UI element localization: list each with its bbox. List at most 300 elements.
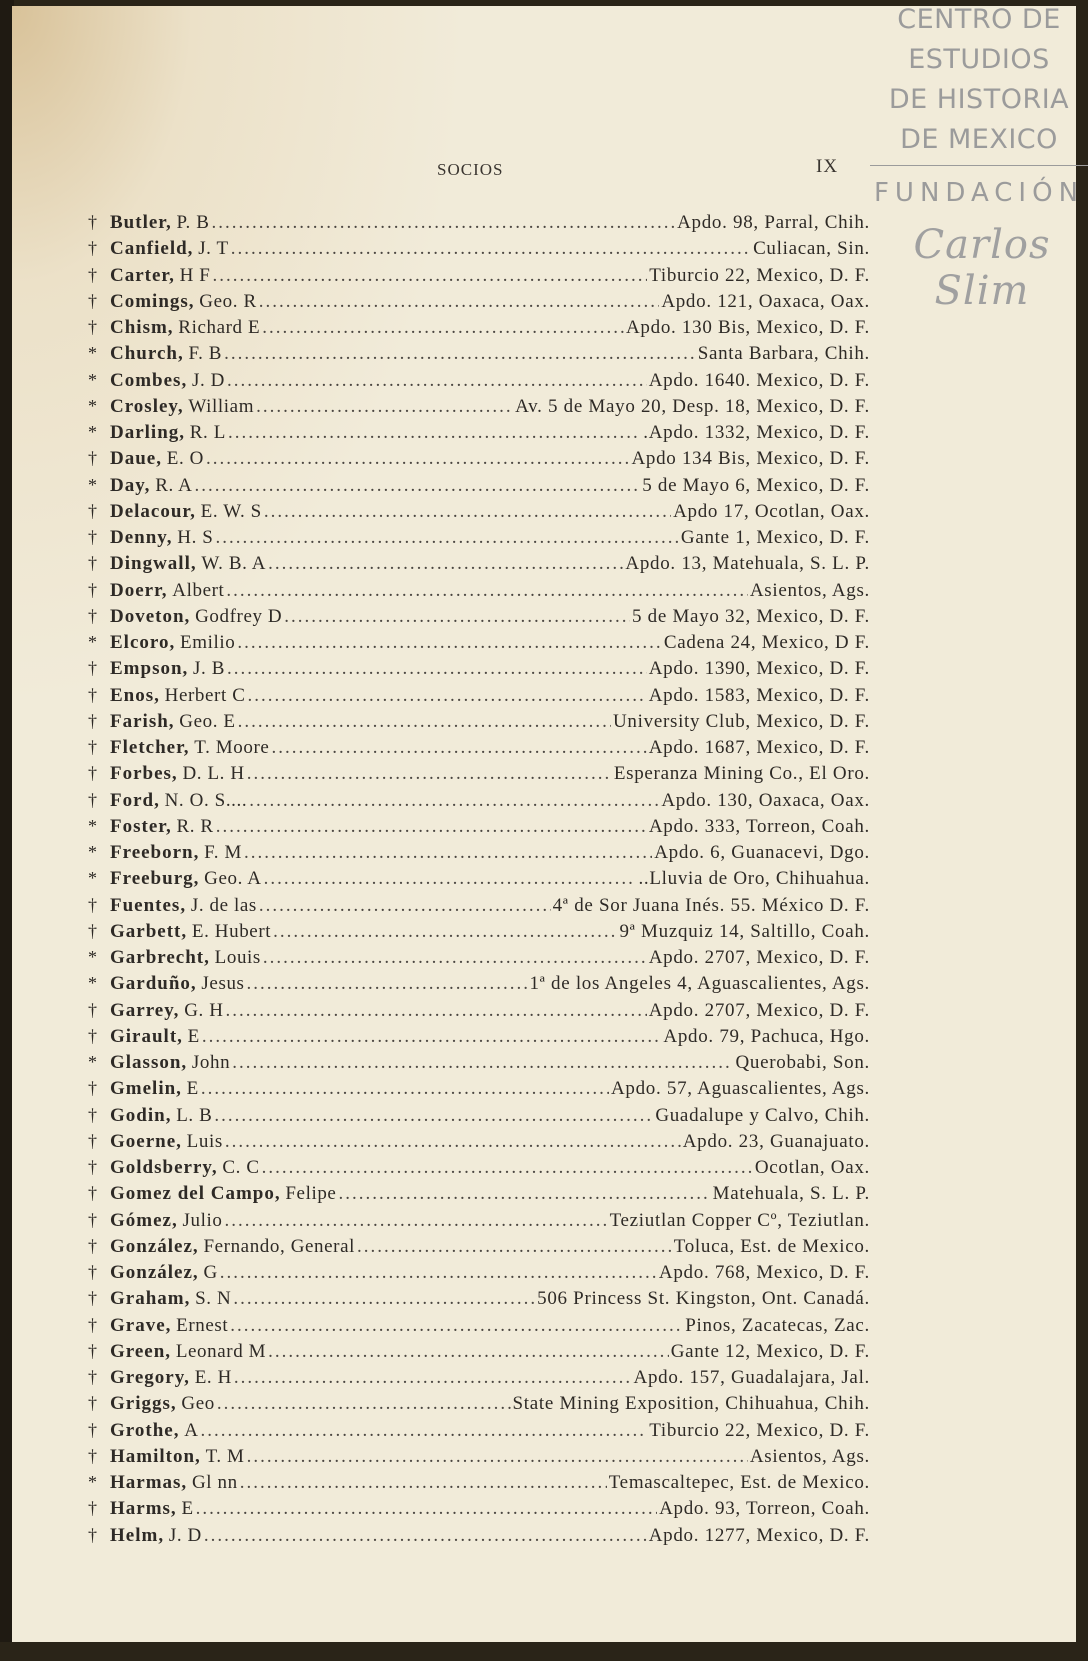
watermark-signature: Carlos Slim: [913, 222, 1051, 314]
member-address: 1ª de los Angeles 4, Aguascalientes, Ags.: [529, 973, 870, 995]
member-surname: Fuentes,: [110, 894, 187, 916]
member-surname: Ford,: [110, 789, 160, 811]
member-status-mark: †: [88, 605, 97, 626]
member-status-mark: *: [88, 947, 97, 967]
member-address: Apdo. 98, Parral, Chih.: [677, 212, 870, 233]
dot-leader: [268, 1341, 669, 1363]
member-row: [88, 291, 870, 317]
member-status-mark: †: [88, 1157, 97, 1177]
member-row: [88, 553, 870, 579]
member-status-mark: *: [88, 1472, 97, 1492]
member-status-mark: †: [88, 1498, 97, 1519]
dot-leader: [230, 1315, 683, 1337]
member-given-name: E: [187, 1025, 200, 1047]
member-status-mark: †: [88, 737, 97, 757]
member-surname: Church,: [110, 343, 184, 365]
dot-leader: [247, 1446, 748, 1468]
member-address: Asientos, Ags.: [749, 1445, 870, 1467]
member-row: [88, 1026, 870, 1052]
member-row: [88, 1446, 870, 1472]
member-given-name: G. H: [184, 999, 224, 1021]
member-address: 5 de Mayo 32, Mexico, D. F.: [632, 605, 870, 627]
member-surname: Fletcher,: [110, 737, 190, 758]
member-surname: Gomez del Campo,: [110, 1183, 281, 1205]
member-address: Apdo. 130, Oaxaca, Oax.: [661, 789, 870, 811]
member-given-name: Richard E: [178, 317, 261, 338]
dot-leader: [214, 1105, 653, 1127]
member-status-mark: *: [88, 815, 97, 836]
member-given-name: G: [203, 1262, 218, 1283]
member-given-name: J. de las: [190, 894, 257, 916]
member-surname: Garbett,: [110, 920, 188, 942]
member-row: [88, 1236, 870, 1262]
member-row: [88, 1105, 870, 1131]
dot-leader: [262, 1157, 753, 1179]
archive-watermark: [870, 0, 1088, 314]
member-status-mark: †: [88, 1209, 97, 1230]
member-address: Gante 1, Mexico, D. F.: [680, 527, 870, 548]
dot-leader: [284, 606, 630, 628]
member-row: [88, 1183, 870, 1209]
member-surname: Denny,: [110, 527, 173, 548]
member-given-name: R. R: [176, 815, 214, 837]
member-given-name: H. S: [177, 527, 214, 548]
member-status-mark: †: [88, 1183, 97, 1204]
member-row: [88, 921, 870, 947]
member-address: Apdo 134 Bis, Mexico, D. F.: [631, 448, 870, 470]
dot-leader: [259, 291, 660, 313]
member-surname: Garduño,: [110, 973, 197, 995]
member-given-name: S. N: [195, 1288, 232, 1310]
dot-leader: [220, 1262, 657, 1284]
member-surname: Empson,: [110, 658, 189, 680]
member-status-mark: †: [88, 894, 97, 915]
member-given-name: Ernest: [176, 1314, 229, 1336]
member-address: Apdo. 1390, Mexico, D. F.: [648, 658, 870, 680]
dot-leader: [225, 1131, 681, 1153]
dot-leader: [217, 1393, 511, 1415]
member-given-name: N. O. S....: [164, 789, 248, 811]
dot-leader: [226, 1000, 647, 1022]
dot-leader: [247, 763, 612, 785]
member-given-name: Geo. A: [204, 868, 262, 890]
member-status-mark: †: [88, 684, 97, 705]
member-address: Matehuala, S. L. P.: [712, 1183, 870, 1205]
dot-leader: [215, 527, 678, 549]
member-address: Apdo. 57, Aguascalientes, Ags.: [610, 1078, 870, 1100]
member-address: Apdo. 768, Mexico, D. F.: [658, 1262, 870, 1283]
member-given-name: William: [188, 395, 255, 417]
dot-leader: [268, 553, 623, 575]
member-address: Av. 5 de Mayo 20, Desp. 18, Mexico, D. F.: [515, 395, 870, 417]
member-status-mark: †: [88, 1419, 97, 1440]
member-surname: Griggs,: [110, 1393, 177, 1415]
dot-leader: [194, 475, 640, 497]
member-address: Apdo. 130 Bis, Mexico, D. F.: [626, 317, 870, 338]
member-address: Apdo. 2707, Mexico, D. F.: [648, 947, 870, 968]
member-status-mark: †: [88, 290, 97, 311]
member-status-mark: †: [88, 527, 97, 547]
dot-leader: [216, 816, 647, 838]
member-given-name: R. L: [189, 422, 226, 443]
dot-leader: [247, 685, 646, 707]
member-status-mark: †: [88, 500, 97, 521]
member-given-name: Luis: [186, 1130, 223, 1152]
member-given-name: J. D: [168, 1524, 202, 1546]
member-row: [88, 1000, 870, 1026]
member-address: Esperanza Mining Co., El Oro.: [613, 763, 870, 785]
member-status-mark: †: [88, 658, 97, 679]
dot-leader: [227, 658, 647, 680]
member-status-mark: †: [88, 789, 97, 810]
member-status-mark: †: [88, 448, 97, 469]
member-given-name: Felipe: [285, 1183, 337, 1205]
member-given-name: P. B: [176, 212, 210, 233]
member-row: [88, 212, 870, 238]
dot-leader: [338, 1183, 710, 1205]
member-status-mark: †: [88, 1104, 97, 1125]
member-row: [88, 842, 870, 868]
member-row: [88, 658, 870, 684]
member-address: Apdo. 79, Pachuca, Hgo.: [663, 1025, 870, 1047]
member-status-mark: †: [88, 238, 97, 259]
member-address: Apdo. 121, Oaxaca, Oax.: [661, 290, 870, 312]
member-surname: Butler,: [110, 212, 172, 233]
dot-leader: [228, 422, 641, 444]
dot-leader: [273, 921, 617, 943]
member-status-mark: †: [88, 920, 97, 941]
dot-leader: [206, 448, 630, 470]
dot-leader: [231, 238, 751, 260]
member-row: [88, 1288, 870, 1314]
dot-leader: [204, 1525, 647, 1547]
member-address: Tiburcio 22, Mexico, D. F.: [649, 264, 870, 286]
member-address: Apdo. 1277, Mexico, D. F.: [648, 1524, 870, 1546]
member-given-name: E. W. S: [200, 500, 262, 522]
member-row: [88, 947, 870, 973]
member-row: [88, 1131, 870, 1157]
member-surname: Daue,: [110, 448, 162, 470]
member-row: [88, 1341, 870, 1367]
member-row: [88, 1262, 870, 1288]
member-address: Apdo. 1687, Mexico, D. F.: [648, 737, 870, 758]
member-surname: Gómez,: [110, 1209, 178, 1231]
dot-leader: [247, 973, 528, 995]
member-status-mark: *: [88, 422, 97, 442]
member-status-mark: †: [88, 1025, 97, 1046]
member-surname: Gmelin,: [110, 1078, 182, 1100]
member-address: Apdo. 157, Guadalajara, Jal.: [633, 1367, 870, 1388]
watermark-foundation: FUNDACIÓN: [873, 178, 1085, 208]
member-surname: Canfield,: [110, 238, 194, 260]
member-address: Asientos, Ags.: [749, 579, 870, 601]
member-address: 4ª de Sor Juana Inés. 55. México D. F.: [552, 894, 870, 916]
dot-leader: [263, 947, 647, 969]
member-address: Apdo. 2707, Mexico, D. F.: [648, 999, 870, 1021]
watermark-line: CENTRO DE: [897, 4, 1061, 35]
member-surname: Carter,: [110, 264, 175, 286]
dot-leader: [271, 737, 646, 759]
member-status-mark: †: [88, 1078, 97, 1099]
member-status-mark: *: [88, 632, 97, 652]
member-address: ..Lluvia de Oro, Chihuahua.: [638, 868, 870, 890]
member-status-mark: *: [88, 868, 97, 889]
watermark-divider: [870, 165, 1088, 166]
member-surname: Dingwall,: [110, 553, 197, 575]
dot-leader: [202, 1026, 662, 1048]
member-surname: Girault,: [110, 1025, 183, 1047]
member-status-mark: †: [88, 264, 97, 285]
member-row: [88, 265, 870, 291]
dot-leader: [264, 868, 637, 890]
member-given-name: Gl nn: [191, 1472, 238, 1493]
member-surname: Doveton,: [110, 605, 191, 627]
member-surname: Freeborn,: [110, 842, 200, 863]
dot-leader: [212, 265, 647, 287]
member-row: [88, 790, 870, 816]
member-status-mark: †: [88, 1288, 97, 1309]
member-surname: Day,: [110, 474, 151, 496]
member-status-mark: †: [88, 317, 97, 337]
member-list: [88, 212, 870, 1551]
member-address: Querobabi, Son.: [735, 1052, 870, 1073]
member-address: Tiburcio 22, Mexico, D. F.: [649, 1419, 870, 1441]
member-row: [88, 763, 870, 789]
member-address: Cadena 24, Mexico, D F.: [663, 632, 870, 653]
member-given-name: L. B: [176, 1104, 213, 1126]
dot-leader: [256, 396, 513, 418]
member-given-name: C. C: [222, 1157, 260, 1178]
member-given-name: E. H: [194, 1367, 232, 1388]
member-address: Ocotlan, Oax.: [754, 1157, 870, 1178]
member-row: [88, 606, 870, 632]
member-surname: Combes,: [110, 369, 188, 391]
member-surname: Darling,: [110, 422, 186, 443]
member-address: Teziutlan Copper Cº, Teziutlan.: [609, 1209, 870, 1231]
dot-leader: [201, 1420, 648, 1442]
member-address: State Mining Exposition, Chihuahua, Chih.: [512, 1393, 870, 1415]
member-status-mark: †: [88, 710, 97, 731]
member-given-name: Fernando, General: [203, 1235, 356, 1257]
member-surname: Doerr,: [110, 579, 168, 601]
member-row: [88, 1420, 870, 1446]
member-given-name: F. B: [188, 343, 223, 365]
member-address: Apdo. 93, Torreon, Coah.: [659, 1498, 870, 1520]
member-surname: Foster,: [110, 815, 172, 837]
member-given-name: E: [186, 1078, 199, 1100]
member-row: [88, 1052, 870, 1078]
dot-leader: [234, 1367, 632, 1389]
member-given-name: Emilio: [179, 632, 236, 653]
member-given-name: John: [191, 1052, 231, 1073]
dot-leader: [224, 343, 696, 365]
member-address: Guadalupe y Calvo, Chih.: [655, 1104, 870, 1126]
dot-leader: [232, 1052, 733, 1074]
dot-leader: [259, 895, 551, 917]
dot-leader: [249, 790, 659, 812]
member-surname: Delacour,: [110, 500, 196, 522]
member-given-name: Geo. R: [199, 290, 257, 312]
member-row: [88, 527, 870, 553]
member-row: [88, 1078, 870, 1104]
member-surname: Farish,: [110, 710, 175, 732]
page-title: SOCIOS: [437, 160, 504, 179]
member-row: [88, 816, 870, 842]
member-row: [88, 973, 870, 999]
dot-leader: [227, 370, 647, 392]
member-row: [88, 711, 870, 737]
member-given-name: Godfrey D: [195, 605, 283, 627]
member-given-name: J. B: [193, 658, 225, 680]
member-given-name: E. O: [166, 448, 204, 470]
dot-leader: [264, 501, 671, 523]
member-given-name: Herbert C: [164, 684, 246, 706]
member-surname: Goldsberry,: [110, 1157, 218, 1178]
member-address: Culiacan, Sin.: [753, 238, 870, 260]
member-status-mark: †: [88, 1314, 97, 1335]
member-row: [88, 1498, 870, 1524]
member-status-mark: †: [88, 1130, 97, 1151]
member-row: [88, 632, 870, 658]
member-surname: Green,: [110, 1340, 172, 1362]
member-surname: Comings,: [110, 290, 195, 312]
member-status-mark: *: [88, 842, 97, 862]
member-surname: Graham,: [110, 1288, 191, 1310]
member-given-name: D. L. H: [182, 763, 245, 785]
dot-leader: [233, 1288, 535, 1310]
member-surname: Godin,: [110, 1104, 172, 1126]
member-given-name: J. T: [198, 238, 229, 260]
member-address: Apdo. 333, Torreon, Coah.: [648, 815, 870, 837]
member-status-mark: *: [88, 474, 97, 495]
member-address: Apdo. 1583, Mexico, D. F.: [648, 684, 870, 706]
member-given-name: E: [181, 1498, 194, 1520]
member-given-name: Jesus: [201, 973, 245, 995]
member-given-name: W. B. A: [201, 553, 267, 575]
member-row: [88, 370, 870, 396]
member-status-mark: †: [88, 1393, 97, 1414]
member-row: [88, 422, 870, 448]
dot-leader: [212, 212, 676, 234]
member-given-name: T. Moore: [194, 737, 270, 758]
member-surname: Grothe,: [110, 1419, 180, 1441]
member-status-mark: †: [88, 763, 97, 784]
member-status-mark: †: [88, 999, 97, 1020]
member-row: [88, 1315, 870, 1341]
member-status-mark: *: [88, 1052, 97, 1072]
member-given-name: Albert: [172, 579, 225, 601]
member-row: [88, 238, 870, 264]
page-number: IX: [816, 156, 839, 177]
member-row: [88, 895, 870, 921]
member-address: 5 de Mayo 6, Mexico, D. F.: [642, 474, 870, 496]
member-given-name: T. M: [205, 1445, 245, 1467]
member-row: [88, 868, 870, 894]
member-row: [88, 501, 870, 527]
dot-leader: [262, 317, 624, 339]
member-given-name: R. A: [155, 474, 193, 496]
member-surname: Chism,: [110, 317, 174, 338]
member-surname: Elcoro,: [110, 632, 176, 653]
member-surname: Freeburg,: [110, 868, 200, 890]
member-address: University Club, Mexico, D. F.: [613, 710, 870, 732]
member-surname: Hamilton,: [110, 1445, 201, 1467]
member-row: [88, 1472, 870, 1498]
member-surname: Enos,: [110, 684, 160, 706]
member-surname: Glasson,: [110, 1052, 188, 1073]
member-row: [88, 396, 870, 422]
dot-leader: [237, 632, 662, 654]
member-status-mark: †: [88, 212, 97, 232]
member-row: [88, 1157, 870, 1183]
dot-leader: [226, 580, 747, 602]
member-status-mark: *: [88, 369, 97, 390]
member-address: Temascaltepec, Est. de Mexico.: [608, 1472, 870, 1493]
member-surname: Goerne,: [110, 1130, 182, 1152]
dot-leader: [201, 1078, 609, 1100]
member-address: 9ª Muzquiz 14, Saltillo, Coah.: [619, 920, 870, 942]
member-given-name: Geo. E: [179, 710, 236, 732]
member-row: [88, 1210, 870, 1236]
dot-leader: [240, 1472, 607, 1494]
member-address: Apdo 17, Ocotlan, Oax.: [673, 500, 870, 522]
member-surname: Gregory,: [110, 1367, 190, 1388]
dot-leader: [196, 1498, 657, 1520]
dot-leader: [224, 1210, 607, 1232]
member-given-name: A: [184, 1419, 199, 1441]
member-address: .Apdo. 1332, Mexico, D. F.: [643, 422, 870, 443]
member-row: [88, 685, 870, 711]
watermark-line: DE HISTORIA: [888, 84, 1070, 115]
member-row: [88, 448, 870, 474]
member-address: Pinos, Zacatecas, Zac.: [685, 1314, 870, 1336]
member-status-mark: †: [88, 579, 97, 600]
dot-leader: [238, 711, 611, 733]
member-row: [88, 317, 870, 343]
member-given-name: H F: [179, 264, 211, 286]
member-address: Apdo. 13, Matehuala, S. L. P.: [625, 553, 870, 575]
member-status-mark: †: [88, 1262, 97, 1282]
member-status-mark: †: [88, 1445, 97, 1466]
dot-leader: [244, 842, 652, 864]
member-surname: Forbes,: [110, 763, 178, 785]
member-address: Gante 12, Mexico, D. F.: [670, 1340, 870, 1362]
member-surname: Garrey,: [110, 999, 180, 1021]
member-address: Apdo. 6, Guanacevi, Dgo.: [654, 842, 870, 863]
member-given-name: E. Hubert: [191, 920, 272, 942]
member-row: [88, 580, 870, 606]
member-given-name: Julio: [182, 1209, 223, 1231]
member-surname: Garbrecht,: [110, 947, 210, 968]
member-surname: González,: [110, 1235, 199, 1257]
member-row: [88, 475, 870, 501]
member-row: [88, 343, 870, 369]
member-surname: Crosley,: [110, 395, 184, 417]
member-surname: González,: [110, 1262, 199, 1283]
member-address: Santa Barbara, Chih.: [697, 343, 870, 365]
member-row: [88, 737, 870, 763]
member-surname: Grave,: [110, 1314, 172, 1336]
member-address: 506 Princess St. Kingston, Ont. Canadá.: [537, 1288, 870, 1310]
member-status-mark: *: [88, 973, 97, 994]
member-status-mark: †: [88, 1340, 97, 1361]
member-given-name: Leonard M: [175, 1340, 267, 1362]
member-status-mark: †: [88, 1235, 97, 1256]
member-given-name: J. D: [191, 369, 225, 391]
member-given-name: Geo: [181, 1393, 215, 1415]
dot-leader: [357, 1236, 672, 1258]
member-status-mark: *: [88, 395, 97, 416]
